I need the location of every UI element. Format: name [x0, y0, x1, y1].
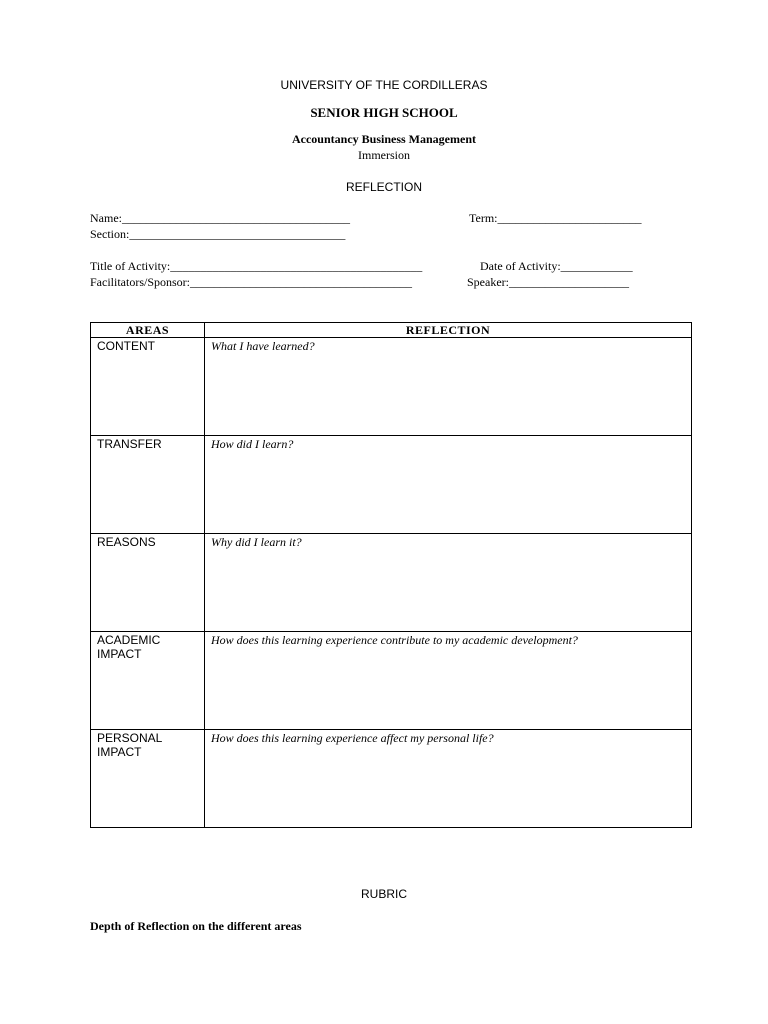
area-academic-impact: ACADEMIC IMPACT	[91, 632, 205, 730]
reflection-table	[90, 322, 692, 828]
reflection-cell-reasons[interactable]: Why did I learn it?	[205, 534, 692, 632]
area-personal-impact: PERSONAL IMPACT	[91, 730, 205, 828]
table-header-row	[91, 323, 692, 338]
university-title: UNIVERSITY OF THE CORDILLERAS	[280, 78, 488, 92]
reflection-cell-content[interactable]: What I have learned?	[205, 338, 692, 436]
school-title: SENIOR HIGH SCHOOL	[310, 105, 458, 120]
date-of-activity-field[interactable]: Date of Activity:____________	[480, 259, 633, 273]
areas-header: AREAS	[91, 323, 205, 338]
area-reasons: REASONS	[91, 534, 205, 632]
speaker-field[interactable]: Speaker:____________________	[467, 275, 629, 289]
reflection-header: REFLECTION	[205, 323, 692, 338]
subject-title: Immersion	[358, 148, 410, 162]
facilitators-field[interactable]: Facilitators/Sponsor:_____________________________________	[90, 275, 412, 289]
reflection-cell-transfer[interactable]: How did I learn?	[205, 436, 692, 534]
reflection-cell-academic-impact[interactable]: How does this learning experience contribute to my academic development?	[205, 632, 692, 730]
area-transfer: TRANSFER	[91, 436, 205, 534]
title-of-activity-field[interactable]: Title of Activity:__________________________________________	[90, 259, 423, 273]
table-row	[91, 534, 692, 632]
reflection-cell-personal-impact[interactable]: How does this learning experience affect my personal life?	[205, 730, 692, 828]
table-row	[91, 730, 692, 828]
rubric-subtitle: Depth of Reflection on the different areas	[90, 919, 302, 933]
rubric-title: RUBRIC	[360, 887, 407, 901]
program-title: Accountancy Business Management	[291, 132, 476, 146]
section-field[interactable]: Section:____________________________________	[90, 227, 346, 241]
name-field[interactable]: Name:______________________________________	[90, 211, 350, 225]
table-row	[91, 338, 692, 436]
term-field[interactable]: Term:________________________	[469, 211, 642, 225]
table-row	[91, 632, 692, 730]
area-content: CONTENT	[91, 338, 205, 436]
table-row	[91, 436, 692, 534]
form-title: REFLECTION	[345, 180, 422, 194]
